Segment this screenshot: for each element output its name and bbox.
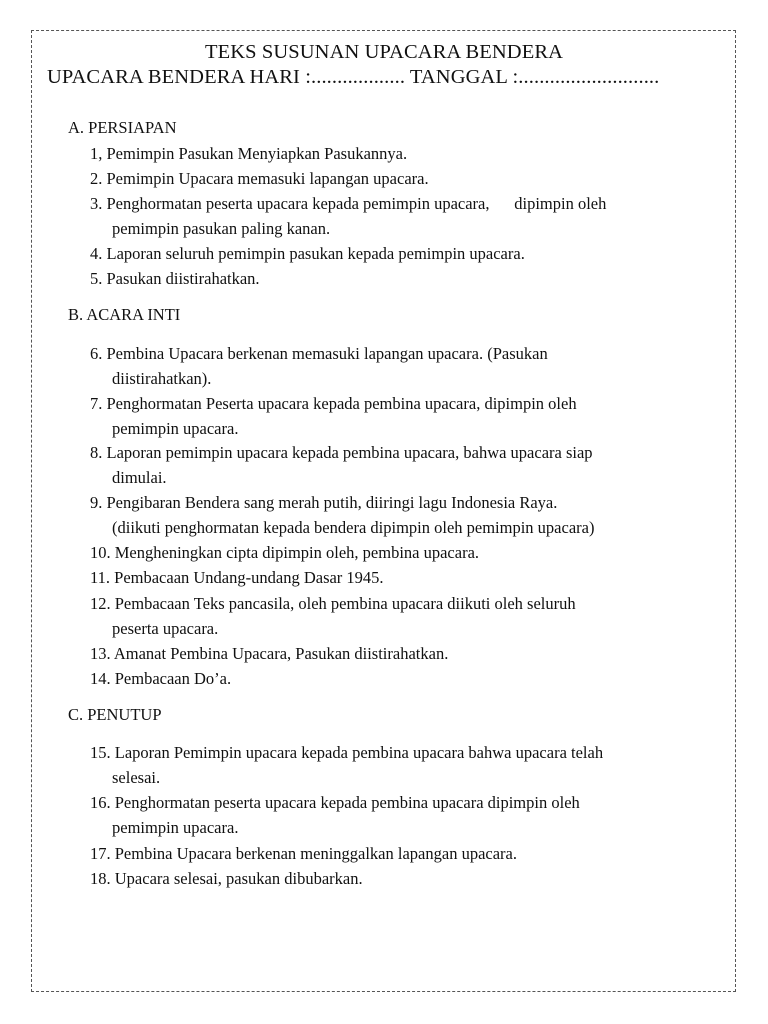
list-item: 14. Pembacaan Do’a.: [90, 669, 232, 688]
list-item: 3. Penghormatan peserta upacara kepada pemimpin upacara, dipimpin oleh pemimpin pasukan paling kanan.: [90, 194, 607, 238]
section-heading-persiapan: A. PERSIAPAN: [68, 118, 177, 137]
list-item: 15. Laporan Pemimpin upacara kepada pembina upacara bahwa upacara telah selesai.: [90, 743, 604, 787]
list-item: 18. Upacara selesai, pasukan dibubarkan.: [90, 869, 363, 888]
list-item: 12. Pembacaan Teks pancasila, oleh pembina upacara diikuti oleh seluruh peserta upacara.: [90, 594, 576, 638]
list-item: 2. Pemimpin Upacara memasuki lapangan upacara.: [90, 169, 429, 188]
ceremony-day-date-line: UPACARA BENDERA HARI :.................. TANGGAL :...........................: [47, 66, 660, 88]
list-item: 16. Penghormatan peserta upacara kepada pembina upacara dipimpin oleh pemimpin upacara.: [90, 793, 580, 837]
list-item: 8. Laporan pemimpin upacara kepada pembina upacara, bahwa upacara siap dimulai.: [90, 443, 593, 487]
list-item: 13. Amanat Pembina Upacara, Pasukan diistirahatkan.: [90, 644, 449, 663]
document-title: TEKS SUSUNAN UPACARA BENDERA: [204, 41, 563, 63]
list-item: 6. Pembina Upacara berkenan memasuki lapangan upacara. (Pasukan diistirahatkan).: [90, 344, 548, 388]
list-item: 17. Pembina Upacara berkenan meninggalkan lapangan upacara.: [90, 844, 517, 863]
section-heading-acara-inti: B. ACARA INTI: [68, 305, 181, 324]
list-item: 9. Pengibaran Bendera sang merah putih, diiringi lagu Indonesia Raya. (diikuti penghormatan kepada bendera dipimpin oleh pemimpin upacara): [90, 493, 595, 537]
list-item: 1, Pemimpin Pasukan Menyiapkan Pasukannya.: [90, 144, 408, 163]
list-item: 4. Laporan seluruh pemimpin pasukan kepada pemimpin upacara.: [90, 244, 525, 263]
list-item: 5. Pasukan diistirahatkan.: [90, 269, 260, 288]
list-item: 10. Mengheningkan cipta dipimpin oleh, pembina upacara.: [90, 543, 480, 562]
list-item: 11. Pembacaan Undang-undang Dasar 1945.: [90, 568, 384, 587]
section-heading-penutup: C. PENUTUP: [68, 705, 162, 724]
list-item: 7. Penghormatan Peserta upacara kepada pembina upacara, dipimpin oleh pemimpin upacara.: [90, 394, 577, 438]
